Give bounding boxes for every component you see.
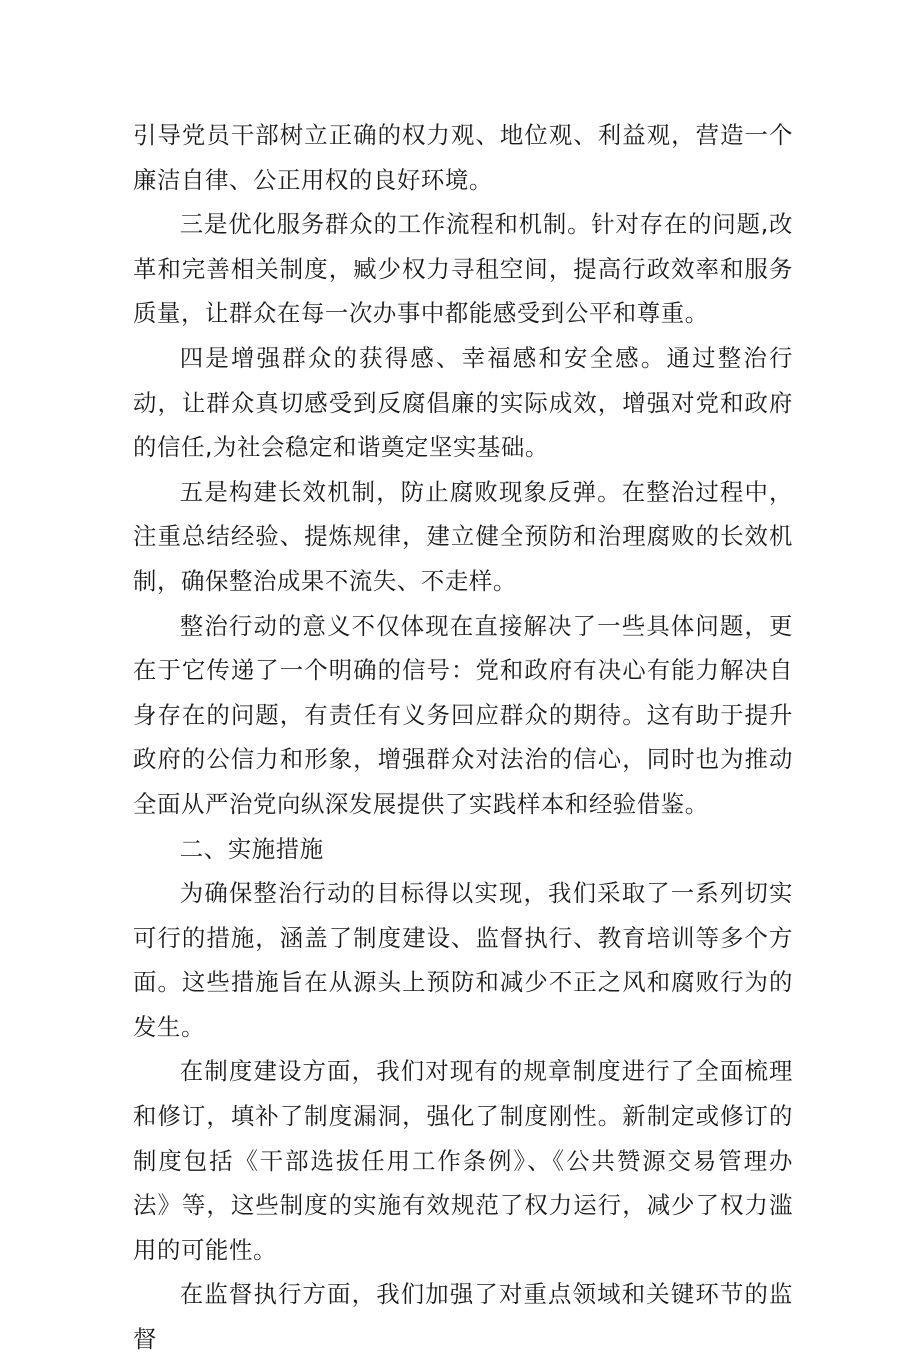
paragraph-point-three: 三是优化服务群众的工作流程和机制。针对存在的问题,改革和完善相关制度，臧少权力寻租空间，提高行政效率和服务质量，让群众在每一次办事中都能感受到公平和尊重。	[133, 210, 793, 328]
paragraph-point-five: 五是构建长效机制，防止腐败现象反弹。在整治过程中，注重总结经验、提炼规律，建立健全预防和治理腐败的长效机制，确保整治成果不流失、不走样。	[133, 477, 793, 595]
paragraph-supervision: 在监督执行方面，我们加强了对重点领域和关键环节的监督	[133, 1280, 793, 1354]
paragraph-significance: 整治行动的意义不仅体现在直接解决了一些具体问题，更在于它传递了一个明确的信号：党和政府有决心有能力解决自身存在的问题，有责任有义务回应群众的期待。这有助于提升政府的公信力和形象，增强群众对法治的信心，同时也为推动全面从严治党向纵深发展提供了实践样本和经验借鉴。	[133, 611, 793, 818]
paragraph-point-four: 四是增强群众的获得感、幸福感和安全感。通过整治行动，让群众真切感受到反腐倡廉的实际成效，增强对党和政府的信任,为社会稳定和谐奠定坚实基础。	[133, 343, 793, 462]
document-body	[133, 113, 793, 1362]
paragraph-institution-building: 在制度建设方面，我们对现有的规章制度进行了全面梳理和修订，填补了制度漏洞，强化了制度刚性。新制定或修订的制度包括《干部选拔任用工作条例》、《公共赞源交易管理办法》等，这些制度的实施有效规范了权力运行，减少了权力滥用的可能性。	[133, 1057, 793, 1264]
paragraph-continuation: 引导党员干部树立正确的权力观、地位观、利益观，营造一个廉洁自律、公正用权的良好环境。	[133, 121, 793, 194]
paragraph-measures-intro: 为确保整治行动的目标得以实现，我们采取了一系列切实可行的措施，涵盖了制度建设、监督执行、教育培训等多个方面。这些措施旨在从源头上预防和减少不正之风和腐败行为的发生。	[133, 879, 793, 1041]
section-heading-measures: 二、实施措施	[179, 834, 324, 863]
